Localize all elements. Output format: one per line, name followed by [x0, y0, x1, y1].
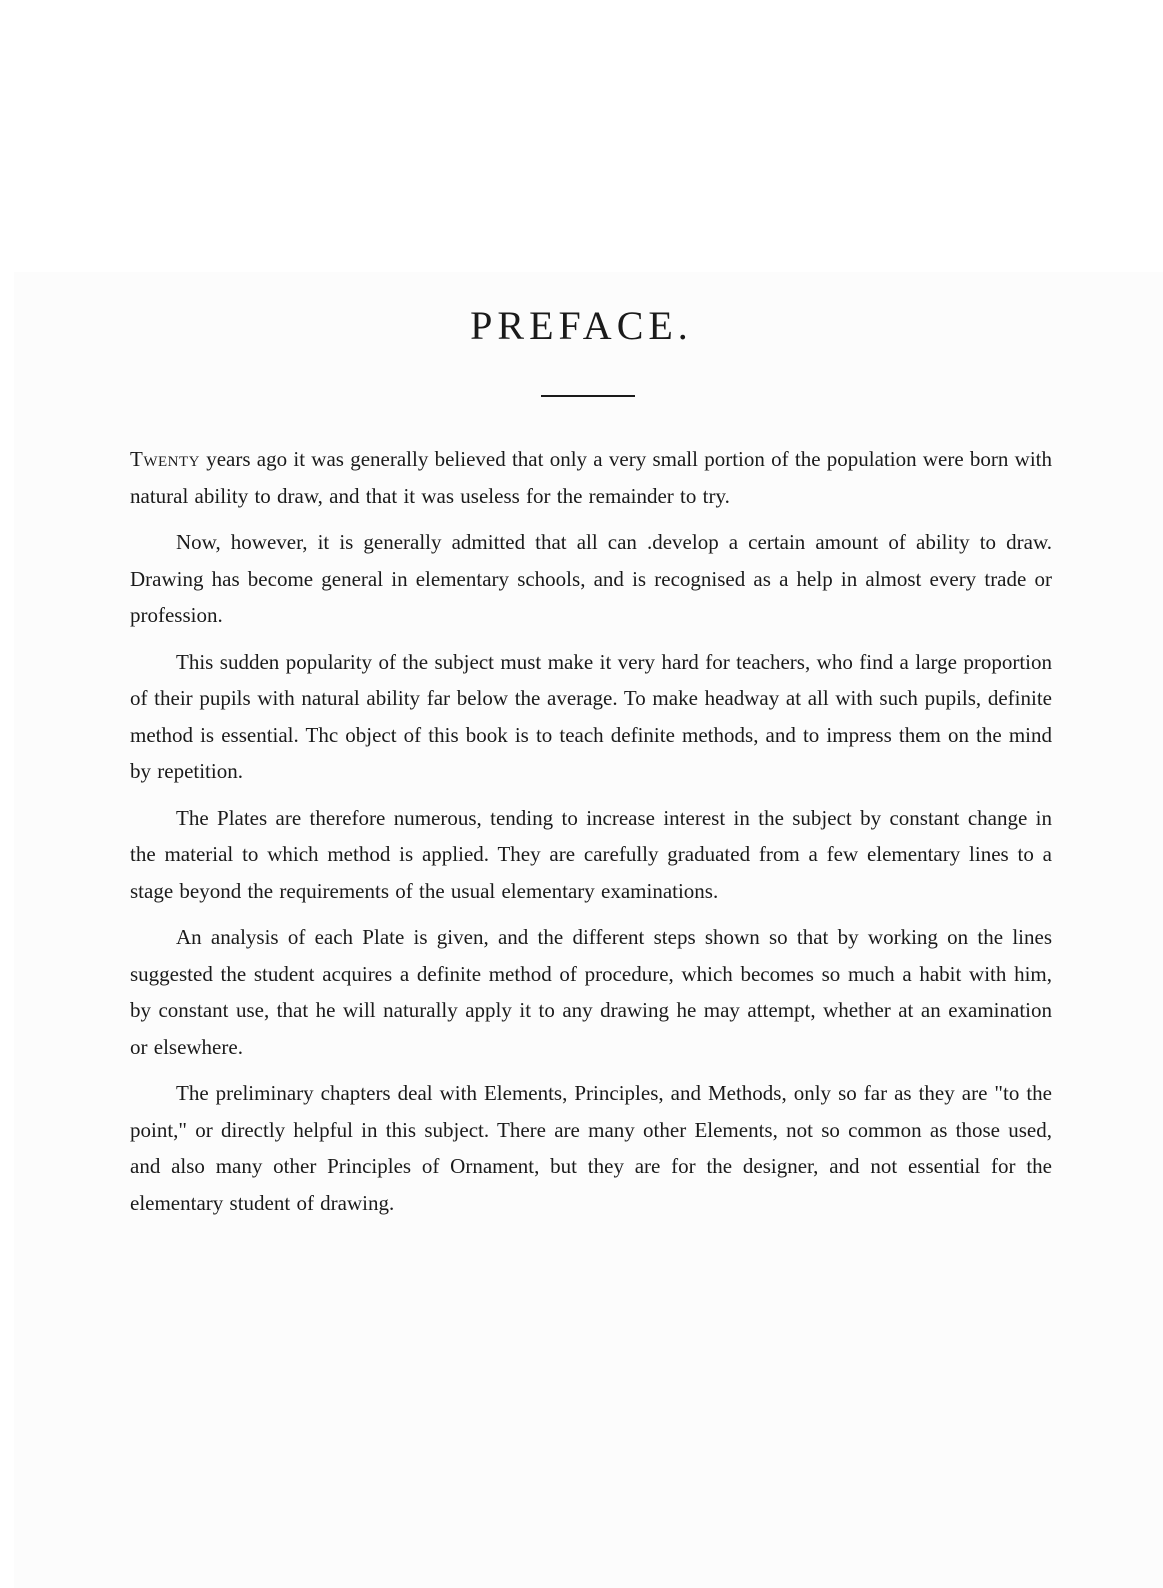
paragraph-text: years ago it was generally believed that only a very small portion of the population were born with natural ability to draw, and that it was useless for the remainder to try. [130, 447, 1052, 508]
paragraph-2: Now, however, it is generally admitted that all can .develop a certain amount of ability to draw. Drawing has become general in elementary schools, and is recognised as a help in almost every trade or profession. [130, 530, 1052, 627]
preface-body [130, 441, 1052, 1231]
paragraph-5: An analysis of each Plate is given, and the different steps shown so that by working on the lines suggested the student acquires a definite method of procedure, which becomes so much a habit with him, by constant use, that he will naturally apply it to any drawing he may attempt, whether at an examination or elsewhere. [130, 925, 1052, 1059]
title-divider [541, 395, 635, 397]
paragraph-6: The preliminary chapters deal with Elements, Principles, and Methods, only so far as they are "to the point," or directly helpful in this subject. There are many other Elements, not so common as those used, and also many other Principles of Ornament, but they are for the designer, and not essential for the elementary student of drawing. [130, 1081, 1052, 1215]
paragraph-3: This sudden popularity of the subject must make it very hard for teachers, who find a large proportion of their pupils with natural ability far below the average. To make headway at all with such pupils, definite method is essential. Thc object of this book is to teach definite methods, and to impress them on the mind by repetition. [130, 649, 1052, 783]
page-title: PREFACE. [470, 303, 693, 348]
paragraph-4: The Plates are therefore numerous, tending to increase interest in the subject by constant change in the material to which method is applied. They are carefully graduated from a few elementary lines to a stage beyond the requirements of the usual elementary examinations. [130, 805, 1052, 903]
paragraph-1 [130, 441, 1052, 514]
drop-word: Twenty [130, 447, 200, 471]
